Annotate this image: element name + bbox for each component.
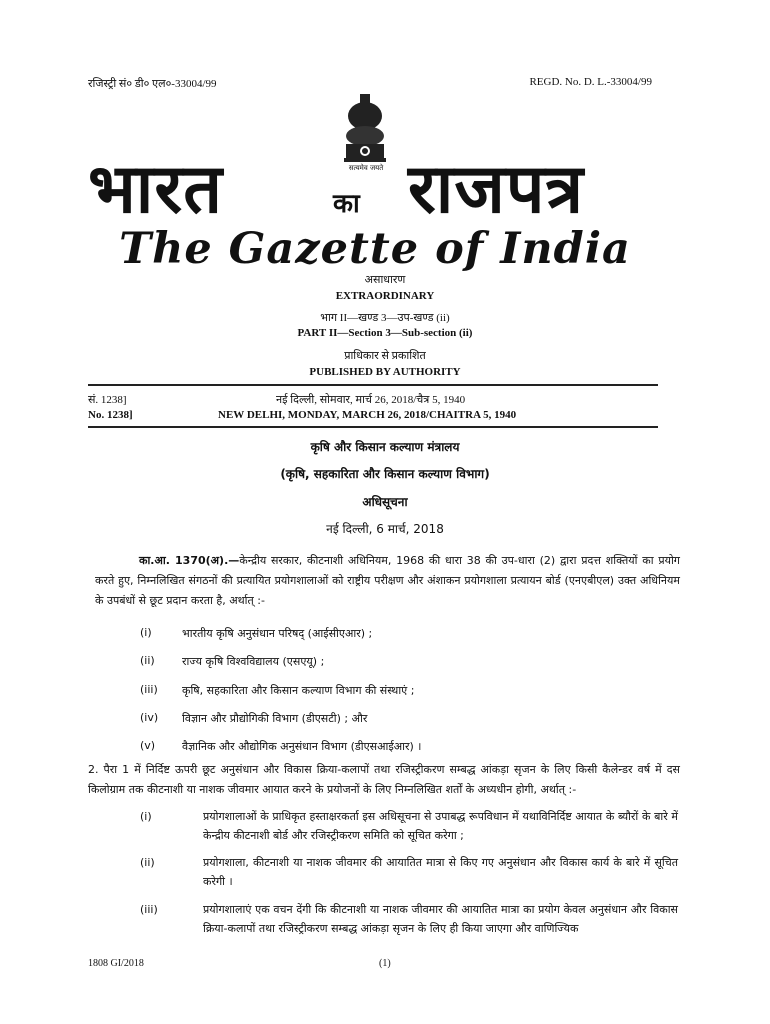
place-date: नई दिल्ली, 6 मार्च, 2018 <box>326 522 444 536</box>
title-hindi-bharat: भारत <box>88 150 223 229</box>
list-item-number: (v) <box>140 739 156 752</box>
condition-item: प्रयोगशाला, कीटनाशी या नाशक जीवमार की आयातित मात्रा से किए गए अनुसंधान और विकास कार्य के बारे में सूचित करेगी । <box>203 856 678 888</box>
condition-item: प्रयोगशालाओं के प्राधिकृत हस्ताक्षरकर्ता इस अधिसूचना से उपाबद्ध रूपविधान में यथाविनिर्दिष्ट आयात के ब्यौरों के बारे में केन्द्रीय कीटनाशी बोर्ड और रजिस्ट्रीकरण समिति को सूचित करेगा ; <box>203 810 678 842</box>
list-item: वैज्ञानिक और औद्योगिक अनुसंधान विभाग (डीएसआईआर) । <box>182 740 422 753</box>
ministry-name: कृषि और किसान कल्याण मंत्रालय <box>310 440 460 454</box>
condition-number: (i) <box>140 810 152 823</box>
condition-item: प्रयोगशालाएं एक वचन देंगी कि कीटनाशी या नाशक जीवमार की आयातित मात्रा का प्रयोग केवल अनुसंधान और विकास क्रिया-कलापों तथा रजिस्ट्रीकरण सम्बद्ध आंकड़ा सृजन के लिए ही किया जाएगा और वाणिज्यिक <box>203 903 678 935</box>
paragraph-2: 2. पैरा 1 में निर्दिष्ट ऊपरी छूट अनुसंधान और विकास क्रिया-कलापों तथा रजिस्ट्रीकरण सम्बद्ध आंकड़ा सृजन के लिए किसी कैलेन्डर वर्ष में दस किलोग्राम तक कीटनाशी या नाशक जीवमार आयात करने के प्रयोजनों के लिए निम्नलिखित शर्तों के अध्यधीन होगी, अर्थात् :- <box>88 763 680 796</box>
issue-number-english: No. 1238] <box>88 409 133 421</box>
notification-intro <box>95 551 680 611</box>
notification-ref: का.आ. 1370(अ).— <box>139 554 240 567</box>
footer-code: 1808 GI/2018 <box>88 958 144 969</box>
part-hindi: भाग II—खण्ड 3—उप-खण्ड (ii) <box>320 312 450 324</box>
title-english: The Gazette of India <box>119 224 631 274</box>
department-name: (कृषि, सहकारिता और किसान कल्याण विभाग) <box>280 467 490 481</box>
list-item: विज्ञान और प्रौद्योगिकी विभाग (डीएसटी) ; और <box>182 712 368 725</box>
asadharan-label: असाधारण <box>364 274 406 286</box>
issue-date-english: NEW DELHI, MONDAY, MARCH 26, 2018/CHAITRA 5, 1940 <box>218 409 517 421</box>
divider-top <box>88 384 658 386</box>
condition-number: (iii) <box>140 903 158 916</box>
part-english: PART II—Section 3—Sub-section (ii) <box>297 327 473 339</box>
issue-date-hindi: नई दिल्ली, सोमवार, मार्च 26, 2018/चैत्र 5, 1940 <box>276 394 466 406</box>
condition-number: (ii) <box>140 856 155 869</box>
registration-number-english: REGD. No. D. L.-33004/99 <box>529 76 652 88</box>
emblem-motto: सत्यमेव जयते <box>348 164 384 172</box>
issue-number-hindi: सं. 1238] <box>88 394 127 406</box>
list-item-number: (ii) <box>140 654 155 667</box>
published-hindi: प्राधिकार से प्रकाशित <box>344 350 426 362</box>
registration-number-hindi: रजिस्ट्री सं० डी० एल०-33004/99 <box>88 78 217 90</box>
list-item: राज्य कृषि विश्वविद्यालय (एसएयू) ; <box>182 655 325 668</box>
title-hindi-rajpatra: राजपत्र <box>408 150 585 229</box>
divider-bottom <box>88 426 658 428</box>
list-item-number: (iii) <box>140 683 158 696</box>
extraordinary-label: EXTRAORDINARY <box>335 290 435 302</box>
list-item: कृषि, सहकारिता और किसान कल्याण विभाग की संस्थाएं ; <box>182 684 415 697</box>
list-item: भारतीय कृषि अनुसंधान परिषद् (आईसीएआर) ; <box>182 627 373 640</box>
list-item-number: (i) <box>140 626 152 639</box>
title-hindi-ka: का <box>333 189 360 219</box>
notification-intro-text: केन्द्रीय सरकार, कीटनाशी अधिनियम, 1968 की धारा 38 की उप-धारा (2) द्वारा प्रदत्त शक्तियों का प्रयोग करते हुए, निम्नलिखित संगठनों की प्रत्यायित प्रयोगशालाओं को राष्ट्रीय परीक्षण और अंशाकन प्रयोगशाला प्रत्यायन बोर्ड (एनएबीएल) उक्त अधिनियम के उपबंधों से छूट प्रदान करता है, अर्थात् :- <box>95 554 681 607</box>
title-hindi <box>88 150 658 230</box>
list-item-number: (iv) <box>140 711 159 724</box>
notification-heading: अधिसूचना <box>362 495 408 509</box>
page-number: (1) <box>379 958 391 969</box>
published-english: PUBLISHED BY AUTHORITY <box>309 366 461 378</box>
